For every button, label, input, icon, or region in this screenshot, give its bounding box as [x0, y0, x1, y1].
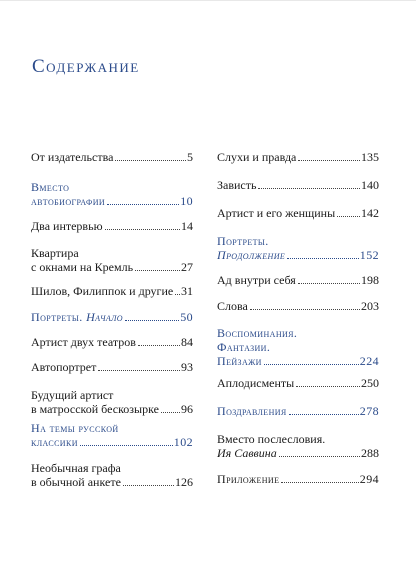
page-number: 135 [361, 150, 379, 164]
entry-title-line: Будущий артист [31, 388, 114, 402]
page-number: 288 [361, 446, 379, 460]
toc-entry[interactable] [31, 388, 193, 416]
entry-title-line: Квартира [31, 246, 79, 260]
leader-dots [298, 283, 360, 284]
entry-title-line: Фантазии. [217, 340, 271, 354]
toc-entry[interactable] [217, 178, 379, 192]
entry-subtitle: Продолжение [217, 248, 286, 262]
entry-title: Слова [217, 299, 248, 313]
page-number: 294 [359, 472, 379, 486]
leader-dots [123, 485, 174, 486]
toc-entry[interactable] [217, 234, 379, 262]
toc-entry[interactable] [31, 310, 193, 324]
leader-dots [98, 370, 180, 371]
page-number: 203 [361, 299, 379, 313]
leader-dots [161, 412, 180, 413]
toc-entry[interactable] [217, 404, 379, 418]
toc-entry[interactable] [31, 219, 193, 233]
entry-title-line: На темы русской [31, 421, 119, 435]
entry-title: Артист и его женщины [217, 206, 336, 220]
entry-title-line: Необычная графа [31, 461, 121, 475]
leader-dots [337, 216, 360, 217]
entry-title: Два интервью [31, 219, 103, 233]
page-edge [0, 0, 416, 1]
page-number: 14 [181, 219, 193, 233]
page-number: 224 [359, 354, 379, 368]
entry-title: с окнами на Кремль [31, 260, 134, 274]
leader-dots [298, 160, 360, 161]
page-number: 142 [361, 206, 379, 220]
entry-title: Поздравления [217, 404, 287, 418]
entry-title-line: Портреты. [217, 234, 269, 248]
entry-title-line: Воспоминания. [217, 326, 298, 340]
toc-entry[interactable] [31, 421, 193, 449]
entry-title: Приложение [217, 472, 280, 486]
entry-title: Зависть [217, 178, 257, 192]
page-number: 10 [180, 194, 193, 208]
toc-entry[interactable] [31, 461, 193, 489]
toc-entry[interactable] [31, 150, 193, 164]
entry-subtitle: Ия Саввина [217, 446, 277, 460]
leader-dots [258, 188, 360, 189]
page-number: 126 [175, 475, 193, 489]
page-number: 152 [359, 248, 379, 262]
toc-entry[interactable] [217, 206, 379, 220]
entry-title: классики [31, 435, 78, 449]
entry-title: От издательства [31, 150, 114, 164]
leader-dots [281, 482, 358, 483]
leader-dots [287, 258, 359, 259]
page-number: 27 [181, 260, 193, 274]
toc-entry[interactable] [217, 472, 379, 486]
leader-dots [115, 160, 186, 161]
page-number: 198 [361, 273, 379, 287]
leader-dots [125, 320, 179, 321]
page-number: 84 [181, 335, 193, 349]
entry-subtitle: Начало [86, 310, 123, 324]
toc-entry[interactable] [217, 273, 379, 287]
entry-title: Пейзажи [217, 354, 262, 368]
leader-dots [264, 364, 359, 365]
entry-title: в обычной анкете [31, 475, 121, 489]
leader-dots [175, 294, 180, 295]
entry-title: Портреты. [31, 310, 83, 324]
toc-entry[interactable] [217, 376, 379, 390]
leader-dots [279, 456, 360, 457]
page-number: 278 [359, 404, 379, 418]
toc-entry[interactable] [217, 150, 379, 164]
entry-title: Автопортрет [31, 360, 97, 374]
leader-dots [289, 414, 359, 415]
entry-title: Слухи и правда [217, 150, 297, 164]
toc-entry[interactable] [31, 360, 193, 374]
toc-entry[interactable] [217, 299, 379, 313]
entry-title: Ад внутри себя [217, 273, 296, 287]
toc-entry[interactable] [31, 246, 193, 274]
toc-entry[interactable] [31, 284, 193, 298]
toc-entry[interactable] [31, 335, 193, 349]
page-number: 96 [181, 402, 193, 416]
page-number: 93 [181, 360, 193, 374]
page-number: 5 [187, 150, 193, 164]
leader-dots [135, 270, 180, 271]
entry-title: Шилов, Филиппок и другие [31, 284, 174, 298]
leader-dots [105, 229, 180, 230]
entry-title-line: Вместо послесловия. [217, 432, 326, 446]
page-number: 102 [173, 435, 193, 449]
toc-entry[interactable] [217, 432, 379, 460]
leader-dots [250, 309, 360, 310]
entry-title-line: Вместо [31, 180, 70, 194]
leader-dots [107, 204, 179, 205]
leader-dots [80, 445, 173, 446]
page-number: 250 [361, 376, 379, 390]
entry-title: в матросской бескозырке [31, 402, 159, 416]
entry-title: Артист двух театров [31, 335, 136, 349]
entry-title: автобиографии [31, 194, 106, 208]
entry-title: Аплодисменты [217, 376, 295, 390]
page-number: 31 [181, 284, 193, 298]
leader-dots [296, 386, 360, 387]
leader-dots [138, 345, 180, 346]
toc-entry[interactable] [217, 326, 379, 368]
toc-entry[interactable] [31, 180, 193, 208]
page-number: 50 [180, 310, 193, 324]
page-title: Содержание [32, 56, 140, 77]
page-number: 140 [361, 178, 379, 192]
